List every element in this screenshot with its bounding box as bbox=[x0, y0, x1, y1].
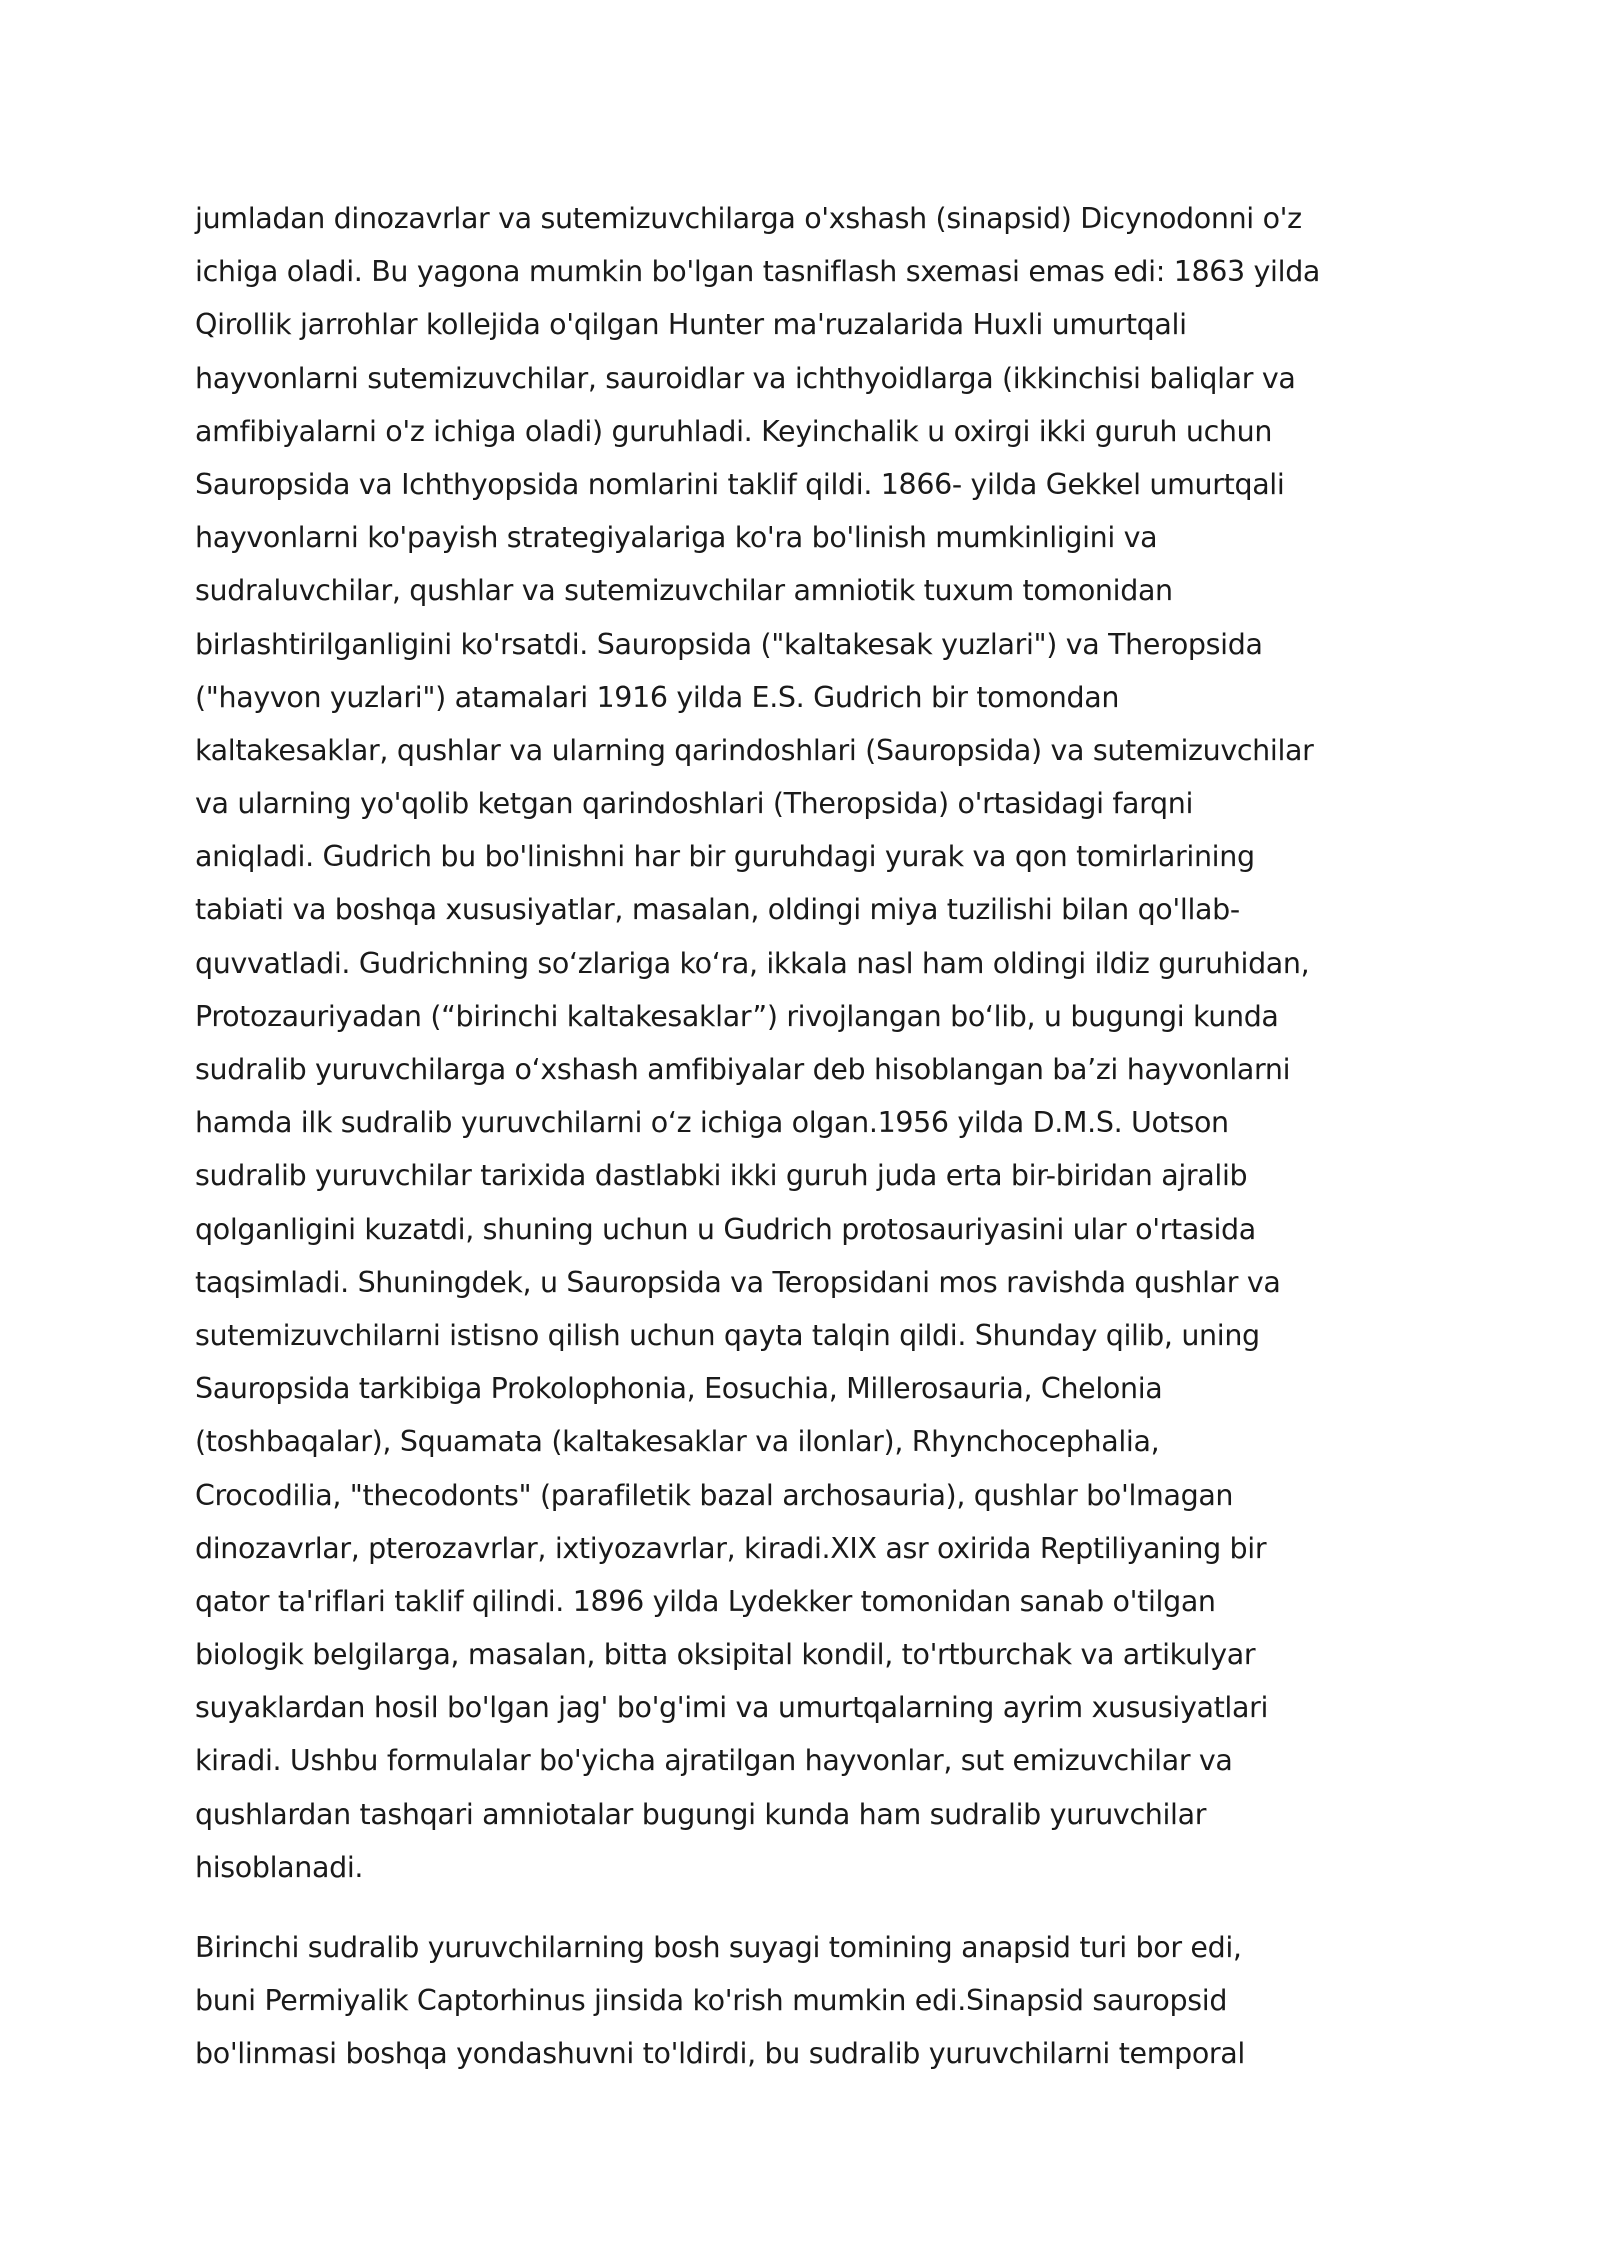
text-line: ("hayvon yuzlari") atamalari 1916 yilda E.S. Gudrich bir tomondan bbox=[195, 680, 1120, 714]
paragraph-2 bbox=[195, 1921, 1425, 2081]
text-line: Qirollik jarrohlar kollejida o'qilgan Hunter ma'ruzalarida Huxli umurtqali bbox=[195, 308, 1187, 342]
text-line: bo'linmasi boshqa yondashuvni to'ldirdi, bu sudralib yuruvchilarni temporal bbox=[195, 2037, 1245, 2071]
text-line: hayvonlarni sutemizuvchilar, sauroidlar va ichthyoidlarga (ikkinchisi baliqlar va bbox=[195, 361, 1296, 395]
text-line: va ularning yo'qolib ketgan qarindoshlari (Theropsida) o'rtasidagi farqni bbox=[195, 787, 1194, 821]
text-line: qushlardan tashqari amniotalar bugungi kunda ham sudralib yuruvchilar bbox=[195, 1797, 1207, 1831]
text-line: birlashtirilganligini ko'rsatdi. Sauropsida ("kaltakesak yuzlari") va Theropsida bbox=[195, 627, 1263, 661]
text-line: dinozavrlar, pterozavrlar, ixtiyozavrlar, kiradi.XIX asr oxirida Reptiliyaning bir bbox=[195, 1531, 1267, 1565]
text-line: amfibiyalarni o'z ichiga oladi) guruhladi. Keyinchalik u oxirgi ikki guruh uchun bbox=[195, 414, 1273, 448]
text-line: sudralib yuruvchilarga o‘xshash amfibiyalar deb hisoblangan ba’zi hayvonlarni bbox=[195, 1053, 1291, 1086]
text-line: tabiati va boshqa xususiyatlar, masalan, oldingi miya tuzilishi bilan qo'llab- bbox=[195, 893, 1240, 927]
text-line: kiradi. Ushbu formulalar bo'yicha ajratilgan hayvonlar, sut emizuvchilar va bbox=[195, 1744, 1233, 1778]
text-line: Sauropsida tarkibiga Prokolophonia, Eosuchia, Millerosauria, Chelonia bbox=[195, 1372, 1163, 1406]
text-line: hamda ilk sudralib yuruvchilarni o‘z ichiga olgan.1956 yilda D.M.S. Uotson bbox=[195, 1106, 1229, 1140]
text-line: Crocodilia, "thecodonts" (parafiletik bazal archosauria), qushlar bo'lmagan bbox=[195, 1478, 1234, 1512]
text-line: kaltakesaklar, qushlar va ularning qarindoshlari (Sauropsida) va sutemizuvchilar bbox=[195, 733, 1314, 767]
text-line: sutemizuvchilarni istisno qilish uchun qayta talqin qildi. Shunday qilib, uning bbox=[195, 1318, 1260, 1352]
paragraph-1 bbox=[195, 192, 1425, 1894]
text-line: jumladan dinozavrlar va sutemizuvchilarga o'xshash (sinapsid) Dicynodonni o'z bbox=[195, 202, 1302, 235]
text-line: sudraluvchilar, qushlar va sutemizuvchilar amniotik tuxum tomonidan bbox=[195, 574, 1173, 608]
text-line: ichiga oladi. Bu yagona mumkin bo'lgan tasniflash sxemasi emas edi: 1863 yilda bbox=[195, 255, 1321, 289]
text-line: biologik belgilarga, masalan, bitta oksipital kondil, to'rtburchak va artikulyar bbox=[195, 1638, 1256, 1672]
text-line: Birinchi sudralib yuruvchilarning bosh suyagi tomining anapsid turi bor edi, bbox=[195, 1931, 1242, 1964]
text-line: Protozauriyadan (“birinchi kaltakesaklar”) rivojlangan bo‘lib, u bugungi kunda bbox=[195, 999, 1279, 1033]
text-line: (toshbaqalar), Squamata (kaltakesaklar va ilonlar), Rhynchocephalia, bbox=[195, 1425, 1160, 1459]
document-body bbox=[195, 192, 1425, 2081]
text-line: buni Permiyalik Captorhinus jinsida ko'rish mumkin edi.Sinapsid sauropsid bbox=[195, 1984, 1228, 2018]
text-line: hisoblanadi. bbox=[195, 1850, 364, 1884]
text-line: qator ta'riflari taklif qilindi. 1896 yilda Lydekker tomonidan sanab o'tilgan bbox=[195, 1584, 1216, 1618]
text-line: qolganligini kuzatdi, shuning uchun u Gudrich protosauriyasini ular o'rtasida bbox=[195, 1212, 1256, 1246]
text-line: taqsimladi. Shuningdek, u Sauropsida va Teropsidani mos ravishda qushlar va bbox=[195, 1265, 1281, 1299]
text-line: quvvatladi. Gudrichning so‘zlariga ko‘ra, ikkala nasl ham oldingi ildiz guruhidan, bbox=[195, 946, 1310, 980]
text-line: suyaklardan hosil bo'lgan jag' bo'g'imi va umurtqalarning ayrim xususiyatlari bbox=[195, 1691, 1269, 1725]
text-line: aniqladi. Gudrich bu bo'linishni har bir guruhdagi yurak va qon tomirlarining bbox=[195, 840, 1255, 874]
text-line: hayvonlarni ko'payish strategiyalariga ko'ra bo'linish mumkinligini va bbox=[195, 521, 1158, 555]
text-line: sudralib yuruvchilar tarixida dastlabki ikki guruh juda erta bir-biridan ajralib bbox=[195, 1159, 1248, 1193]
text-line: Sauropsida va Ichthyopsida nomlarini taklif qildi. 1866- yilda Gekkel umurtqali bbox=[195, 467, 1285, 501]
